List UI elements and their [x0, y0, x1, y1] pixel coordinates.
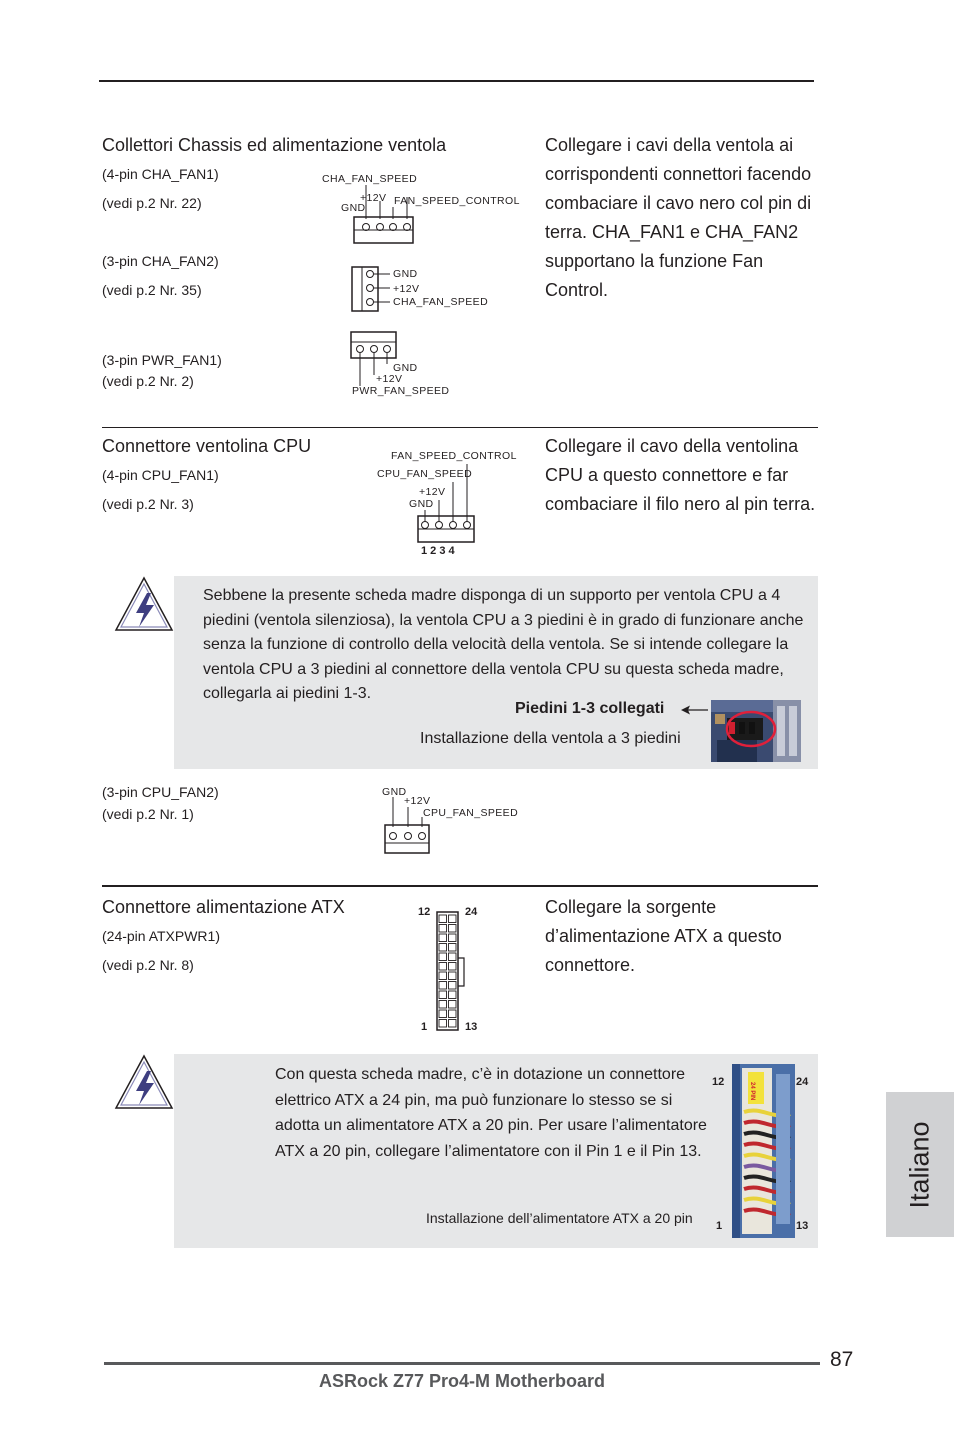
language-tab-label: Italiano: [904, 1120, 935, 1209]
atx-install-photo: [732, 1064, 795, 1238]
cha-fan2-connector-diagram: [350, 265, 390, 313]
language-tab: [886, 1092, 954, 1237]
atx-diag-pin12: 12: [418, 906, 431, 918]
section-divider-atx: [102, 885, 818, 887]
cpu-fan1-connector-diagram: [415, 460, 477, 545]
cpu-fan2-connector-diagram: [383, 795, 433, 857]
atx-photo-pin24: 24: [796, 1076, 809, 1088]
footer-rule: [104, 1362, 820, 1365]
cpu2-diag-gnd-label: GND: [382, 786, 407, 798]
diag3-12v-label: +12V: [376, 373, 403, 385]
cha-fan1-connector-diagram: [350, 183, 420, 248]
section1-description: Collegare i cavi della ventola ai corrispondenti connettori facendo combaciare il cavo nero col pin di terra. CHA_FAN1 e CHA_FAN2 supportano la funzione Fan Control.: [545, 135, 812, 300]
section-title-chassis-fan: Collettori Chassis ed alimentazione ventola: [102, 135, 447, 155]
cpu-fan1-pin: (4-pin CPU_FAN1): [102, 467, 219, 483]
cpu-diag-gnd-label: GND: [409, 498, 434, 510]
pwr-fan1-pin: (3-pin PWR_FAN1): [102, 352, 222, 368]
diag2-speed-label: CHA_FAN_SPEED: [393, 296, 489, 308]
atx-connector-diagram: [435, 910, 467, 1032]
cpu-diag-pin-numbers: 1 2 3 4: [421, 545, 455, 557]
note2-text: Con questa scheda madre, c’è in dotazione un connettore elettrico ATX a 24 pin, ma può funzionare lo stesso se si adotta un alimentatore ATX a 20 pin. Per usare l’alimentatore ATX a 20 pin, collegare l’alimentatore con il Pin 1 e il Pin 13.: [275, 1066, 707, 1160]
atx-photo-pin12: 12: [712, 1076, 725, 1088]
atx-ref: (vedi p.2 Nr. 8): [102, 957, 194, 973]
cha-fan2-pin: (3-pin CHA_FAN2): [102, 253, 219, 269]
footer-page-number: 87: [830, 1348, 854, 1371]
cpu2-diag-speed-label: CPU_FAN_SPEED: [423, 807, 519, 819]
section-title-atx-power: Connettore alimentazione ATX: [102, 897, 345, 917]
note1-caption: Installazione della ventola a 3 piedini: [420, 730, 681, 747]
diag1-control-label: FAN_SPEED_CONTROL: [394, 195, 520, 207]
diag1-gnd-label: GND: [341, 202, 366, 214]
atx-diag-pin13: 13: [465, 1021, 478, 1033]
diag3-speed-label: PWR_FAN_SPEED: [352, 385, 450, 397]
section-title-cpu-fan: Connettore ventolina CPU: [102, 436, 312, 456]
cpu-fan-photo: [711, 700, 801, 762]
warning-triangle-icon: [114, 575, 174, 633]
pwr-fan1-ref: (vedi p.2 Nr. 2): [102, 373, 194, 389]
cpu-diag-speed-label: CPU_FAN_SPEED: [377, 468, 473, 480]
section2-description: Collegare il cavo della ventolina CPU a questo connettore e far combaciare il filo nero al pin terra.: [545, 436, 816, 514]
footer-product-name: ASRock Z77 Pro4-M Motherboard: [319, 1371, 606, 1391]
atx-diag-pin24: 24: [465, 906, 478, 918]
note1-text: Sebbene la presente scheda madre disponga di un supporto per ventola CPU a 4 piedini (ventola silenziosa), la ventola CPU a 3 piedini è in grado di funzionare anche senza la funzione di controllo della velocità della ventola. Se si intende collegare la ventola CPU a 3 piedini al connettore della ventola CPU su questa scheda madre, collegarla ai piedini 1-3.: [203, 587, 804, 702]
diag1-speed-label: CHA_FAN_SPEED: [322, 173, 418, 185]
cha-fan1-pin: (4-pin CHA_FAN1): [102, 166, 219, 182]
cpu2-diag-12v-label: +12V: [404, 795, 431, 807]
cpu-fan2-ref: (vedi p.2 Nr. 1): [102, 806, 194, 822]
note2-caption: Installazione dell’alimentatore ATX a 20 pin: [426, 1210, 693, 1226]
top-rule: [99, 80, 814, 82]
warning-triangle-icon: [114, 1053, 174, 1111]
cpu-fan2-pin: (3-pin CPU_FAN2): [102, 784, 219, 800]
diag3-gnd-label: GND: [393, 362, 418, 374]
diag2-12v-label: +12V: [393, 283, 420, 295]
section4-description: Collegare la sorgente d’alimentazione ATX a questo connettore.: [545, 897, 782, 975]
atx-pin: (24-pin ATXPWR1): [102, 928, 220, 944]
section-divider: [102, 427, 818, 428]
diag2-gnd-label: GND: [393, 268, 418, 280]
atx-diag-pin1: 1: [421, 1021, 428, 1033]
arrow-left-icon: [681, 704, 709, 716]
cha-fan2-ref: (vedi p.2 Nr. 35): [102, 282, 202, 298]
cpu-fan1-ref: (vedi p.2 Nr. 3): [102, 496, 194, 512]
diag1-12v-label: +12V: [360, 192, 387, 204]
note1-pins-label: Piedini 1-3 collegati: [515, 700, 665, 717]
cha-fan1-ref: (vedi p.2 Nr. 22): [102, 195, 202, 211]
atx-photo-pin1: 1: [716, 1220, 723, 1232]
cpu-diag-12v-label: +12V: [419, 486, 446, 498]
atx-photo-pin13: 13: [796, 1220, 809, 1232]
cpu-diag-control-label: FAN_SPEED_CONTROL: [391, 450, 517, 462]
atx-photo-sticker: 24 PIN: [749, 1082, 755, 1101]
